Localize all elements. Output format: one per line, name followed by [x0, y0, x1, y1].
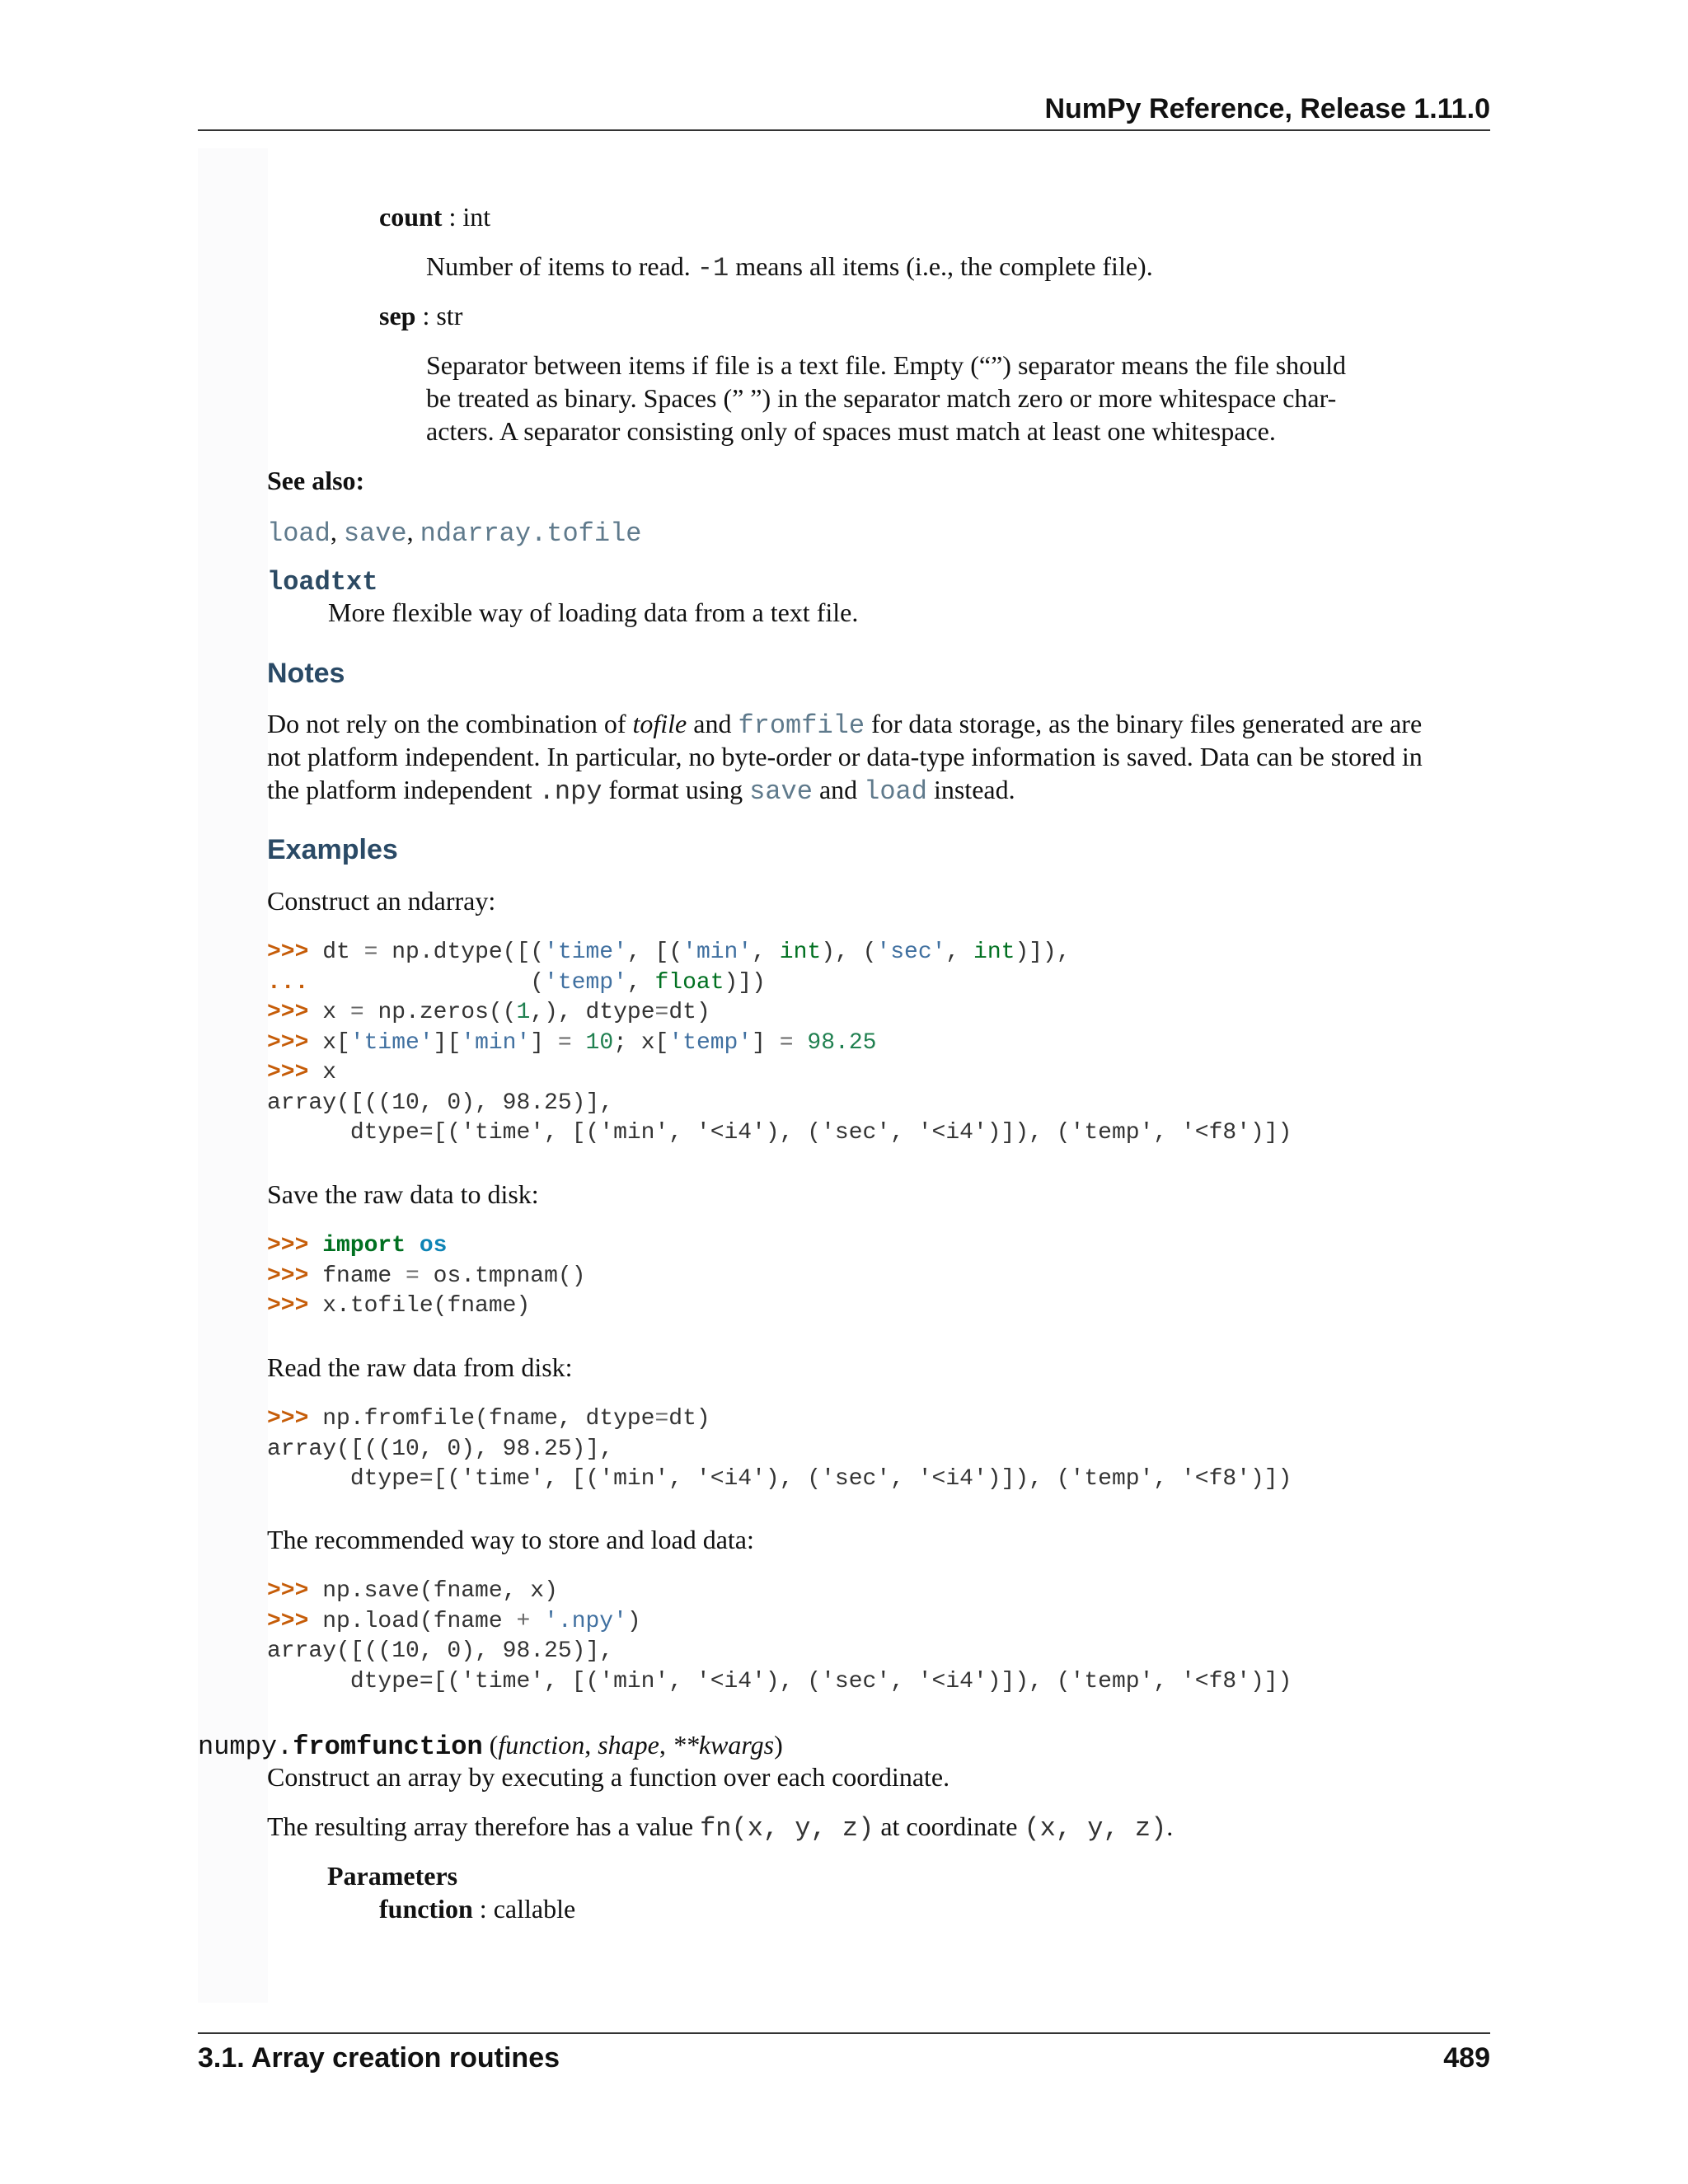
code-token: 10 [585, 1029, 614, 1056]
link-fromfile[interactable]: fromfile [738, 710, 865, 741]
code-token: float [654, 969, 724, 996]
code-line [267, 968, 1292, 999]
param-sep-desc-line: Separator between items if file is a text file. Empty (“”) separator means the file should [426, 350, 1347, 380]
code-line [267, 1465, 1292, 1495]
param-type: callable [493, 1894, 576, 1924]
code-prompt: >>> [267, 940, 323, 965]
code-token: = [349, 1000, 364, 1025]
code-token: x [322, 1000, 350, 1025]
code-token: 'sec' [876, 940, 946, 965]
code-prompt: >>> [267, 1233, 323, 1258]
param-type: int [462, 202, 491, 232]
code-token: ( [322, 969, 545, 996]
code-line [267, 998, 1292, 1029]
code-token: ; x[ [613, 1029, 669, 1056]
code-token: , [945, 940, 974, 965]
link-save[interactable]: save [343, 518, 407, 549]
code-token: )]) [724, 969, 766, 996]
code-token: = [779, 1029, 794, 1056]
code-token [530, 1609, 544, 1634]
inline-code: fn(x, y, z) [700, 1813, 874, 1844]
code-token: array([((10, 0), 98.25)], [267, 1638, 614, 1664]
code-token: , [752, 940, 780, 965]
code-prompt: >>> [267, 1406, 323, 1432]
code-token: , [( [626, 940, 683, 965]
param-name: count [379, 202, 443, 232]
link-loadtxt[interactable]: loadtxt [267, 567, 378, 598]
loadtxt-desc: More flexible way of loading data from a text file. [328, 598, 859, 627]
code-token: 98.25 [807, 1029, 877, 1056]
code-token: ,), dtype [530, 1000, 655, 1025]
function-summary: Construct an array by executing a function over each coordinate. [267, 1762, 950, 1792]
param-sep-desc-line: acters. A separator consisting only of spaces must match at least one whitespace. [426, 416, 1276, 446]
code-token: = [406, 1263, 420, 1289]
notes-line: the platform independent .npy format using save and load instead. [267, 775, 1015, 807]
code-line [267, 1667, 1292, 1698]
code-token: np.dtype([( [377, 940, 545, 965]
code-token: + [516, 1608, 531, 1634]
code-line [267, 1577, 1292, 1607]
code-token: = [654, 1406, 669, 1432]
code-token: 'temp' [544, 969, 627, 996]
code-token: ] [752, 1029, 780, 1056]
param-name: function [379, 1894, 473, 1924]
signature-module: numpy. [198, 1732, 293, 1762]
code-token [794, 1030, 808, 1056]
code-token: x[ [322, 1029, 350, 1056]
code-token: 'min' [682, 940, 753, 965]
code-token: x.tofile(fname) [322, 1293, 531, 1319]
signature-name: fromfunction [293, 1732, 483, 1762]
code-token: int [973, 940, 1015, 965]
code-block [267, 938, 1292, 1149]
param-count: count : int [379, 202, 491, 232]
code-token: dt) [668, 1406, 710, 1432]
code-token: = [654, 1000, 669, 1025]
code-token: dtype=[('time', [('min', '<i4'), ('sec', '<i4')]), ('temp', '<f8')]) [267, 1668, 1292, 1694]
code-token: os [419, 1233, 448, 1258]
code-token [406, 1233, 420, 1258]
code-line [267, 1231, 586, 1262]
param-type: str [436, 301, 463, 330]
link-load[interactable]: load [267, 518, 331, 549]
code-token: np.zeros(( [363, 1000, 517, 1025]
examples-intro: Read the raw data from disk: [267, 1352, 573, 1382]
inline-code: -1 [696, 253, 729, 284]
code-prompt: >>> [267, 1293, 323, 1319]
inline-code: (x, y, z) [1024, 1813, 1167, 1844]
code-block [267, 1404, 1292, 1495]
page-footer-section: 3.1. Array creation routines [198, 2042, 560, 2074]
page-header-title: NumPy Reference, Release 1.11.0 [1044, 93, 1490, 124]
code-line [267, 1637, 1292, 1667]
signature-arg: function [498, 1730, 585, 1760]
code-token: dt [322, 940, 364, 965]
code-line [267, 1262, 586, 1292]
examples-intro: The recommended way to store and load data: [267, 1525, 754, 1554]
header-rule [198, 129, 1490, 131]
code-prompt: >>> [267, 1029, 323, 1056]
code-token: fname [322, 1263, 406, 1289]
function-detail: The resulting array therefore has a value fn(x, y, z) at coordinate (x, y, z). [267, 1811, 1174, 1844]
param-sep-desc-line: be treated as binary. Spaces (” ”) in the separator match zero or more whitespace char- [426, 383, 1337, 413]
sidebar-shade [198, 148, 268, 2003]
code-token: ) [626, 1608, 641, 1634]
code-token: 'time' [544, 940, 627, 965]
code-token: import [322, 1233, 406, 1258]
link-ndarray-tofile[interactable]: ndarray.tofile [420, 518, 642, 549]
code-token: 'min' [461, 1029, 531, 1056]
notes-line: Do not rely on the combination of tofile and fromfile for data storage, as the binary files generated are are [267, 709, 1423, 741]
code-line [267, 1118, 1292, 1149]
code-token: dtype=[('time', [('min', '<i4'), ('sec', '<i4')]), ('temp', '<f8')]) [267, 1466, 1292, 1492]
code-line [267, 1089, 1292, 1119]
code-token: 'temp' [668, 1029, 753, 1056]
code-prompt: ... [267, 969, 323, 996]
code-token: array([((10, 0), 98.25)], [267, 1090, 614, 1116]
examples-intro: Save the raw data to disk: [267, 1179, 539, 1209]
code-token: np.fromfile(fname, dtype [322, 1406, 655, 1432]
code-token: ][ [433, 1029, 462, 1056]
code-line [267, 1404, 1292, 1435]
code-token: '.npy' [544, 1608, 627, 1634]
code-prompt: >>> [267, 1578, 323, 1604]
inline-code: .npy [538, 776, 603, 807]
code-line [267, 1058, 1292, 1089]
code-prompt: >>> [267, 1000, 323, 1025]
code-token: = [557, 1029, 572, 1056]
code-token: ), ( [821, 940, 877, 965]
code-token: os.tmpnam() [419, 1263, 586, 1289]
footer-rule [198, 2032, 1490, 2034]
examples-intro: Construct an ndarray: [267, 886, 496, 916]
code-block [267, 1577, 1292, 1697]
notes-line: not platform independent. In particular, no byte-order or data-type information is saved. Data can be stored in [267, 742, 1423, 771]
code-prompt: >>> [267, 1263, 323, 1289]
code-token: dtype=[('time', [('min', '<i4'), ('sec', '<i4')]), ('temp', '<f8')]) [267, 1120, 1292, 1146]
code-token: int [779, 940, 822, 965]
see-also-label: See also: [267, 466, 365, 495]
see-also-loadtxt [267, 564, 377, 599]
code-prompt: >>> [267, 1608, 323, 1634]
param-function: function : callable [379, 1894, 576, 1924]
param-name: sep [379, 301, 416, 330]
code-line [267, 1607, 1292, 1638]
link-load[interactable]: load [864, 776, 927, 807]
code-token: x [322, 1060, 337, 1085]
code-block [267, 1231, 586, 1322]
code-token: , [626, 969, 655, 996]
parameters-label: Parameters [327, 1861, 458, 1891]
signature-arg: shape [598, 1730, 659, 1760]
code-token: ] [530, 1029, 558, 1056]
examples-heading: Examples [267, 834, 398, 865]
code-token: 'time' [349, 1029, 434, 1056]
code-token: )]), [1015, 940, 1071, 965]
signature-arg: **kwargs [672, 1730, 775, 1760]
see-also-links: load, save, ndarray.tofile [267, 517, 642, 549]
code-line [267, 1291, 586, 1322]
code-token: np.load(fname [322, 1608, 517, 1634]
link-save[interactable]: save [749, 776, 813, 807]
code-line [267, 938, 1292, 968]
code-token [572, 1030, 586, 1056]
code-token: 1 [516, 1000, 531, 1025]
code-prompt: >>> [267, 1060, 323, 1085]
code-token: dt) [668, 1000, 710, 1025]
function-signature: numpy.fromfunction (function, shape, **kwargs) [198, 1730, 783, 1762]
code-token: = [363, 940, 378, 965]
code-line [267, 1435, 1292, 1465]
page-footer-page-number: 489 [1443, 2042, 1490, 2074]
code-token: array([((10, 0), 98.25)], [267, 1436, 614, 1462]
param-count-desc: Number of items to read. -1 means all items (i.e., the complete file). [426, 251, 1153, 284]
code-line [267, 1029, 1292, 1059]
notes-heading: Notes [267, 658, 345, 689]
param-sep: sep : str [379, 301, 463, 330]
code-token: np.save(fname, x) [322, 1578, 558, 1604]
